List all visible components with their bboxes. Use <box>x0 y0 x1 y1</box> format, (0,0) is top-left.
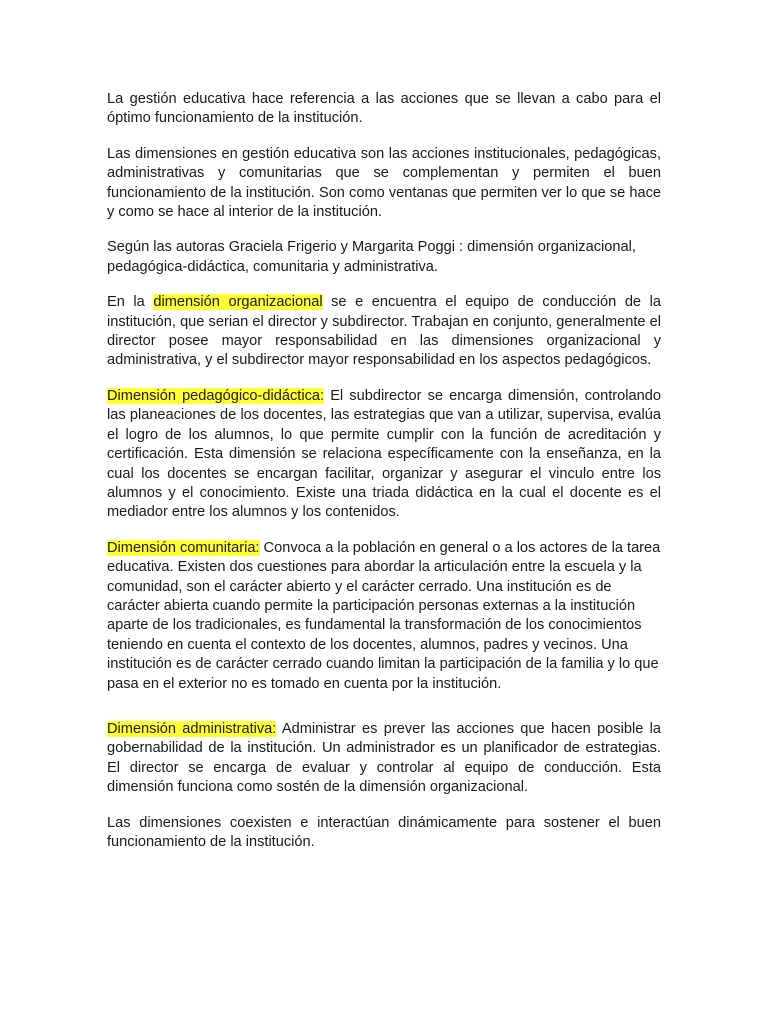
conclusion-paragraph: Las dimensiones coexisten e interactúan dinámicamente para sostener el buen funcionamiento de la institución. <box>107 814 661 850</box>
highlighted-term: Dimensión pedagógico-didáctica: <box>107 387 325 404</box>
document-page <box>107 90 661 852</box>
pedagogic-dimension-paragraph <box>107 387 661 523</box>
paragraph-lead-text: En la <box>107 294 154 311</box>
paragraph-body-text: Administrar es prever las acciones que hacen posible la gobernabilidad de la institución. Un administrador es un planificador de estrategias. El director se encarga de evaluar y controlar al equipo de conducción. Esta dimensión funciona como sostén de la dimensión organizacional. <box>107 720 661 796</box>
paragraph-body-text: El subdirector se encarga dimensión, controlando las planeaciones de los docentes, las estrategias que van a utilizar, supervisa, evalúa el logro de los alumnos, lo que permite cumplir con la función de acreditación y certificación. Esta dimensión se relaciona específicamente con la enseñanza, en la cual los docentes se encargan facilitar, organizar y asegurar el vinculo entre los alumnos y el conocimiento. Existe una triada didáctica en la cual el docente es el mediador entre los alumnos y los contenidos. <box>107 387 661 521</box>
authors-paragraph: Según las autoras Graciela Frigerio y Margarita Poggi : dimensión organizacional, pedagógica-didáctica, comunitaria y administrativa. <box>107 239 636 275</box>
administrative-dimension-paragraph <box>107 720 661 798</box>
organizational-dimension-paragraph <box>107 293 661 371</box>
highlighted-term: Dimensión comunitaria: <box>107 539 260 556</box>
dimensions-definition-paragraph: Las dimensiones en gestión educativa son las acciones institucionales, pedagógicas, administrativas y comunitarias que se complementan y permiten el buen funcionamiento de la institución. Son como ventanas que permiten ver lo que se hace y como se hace al interior de la institución. <box>107 145 661 221</box>
intro-paragraph: La gestión educativa hace referencia a las acciones que se llevan a cabo para el óptimo funcionamiento de la institución. <box>107 91 661 127</box>
paragraph-body-text: Convoca a la población en general o a los actores de la tarea educativa. Existen dos cuestiones para abordar la articulación entre la escuela y la comunidad, son el carácter abierto y el carácter cerrado. Una institución es de carácter abierta cuando permite la participación personas externas a la institución aparte de los tradicionales, es fundamental la transformación de los conocimientos teniendo en cuenta el contexto de los docentes, alumnos, padres y vecinos. Una institución es de carácter cerrado cuando limitan la participación de la familia y lo que pasa en el exterior no es tomado en cuenta por la institución. <box>107 539 661 692</box>
highlighted-term: dimensión organizacional <box>153 294 323 311</box>
community-dimension-paragraph <box>107 539 661 694</box>
highlighted-term: Dimensión administrativa: <box>107 720 277 737</box>
paragraph-body-text: se e encuentra el equipo de conducción de la institución, que serian el director y subdirector. Trabajan en conjunto, generalmente el director posee mayor responsabilidad en las dimensiones organizacional y administrativa, y el subdirector mayor responsabilidad en los aspectos pedagógicos. <box>107 294 661 369</box>
